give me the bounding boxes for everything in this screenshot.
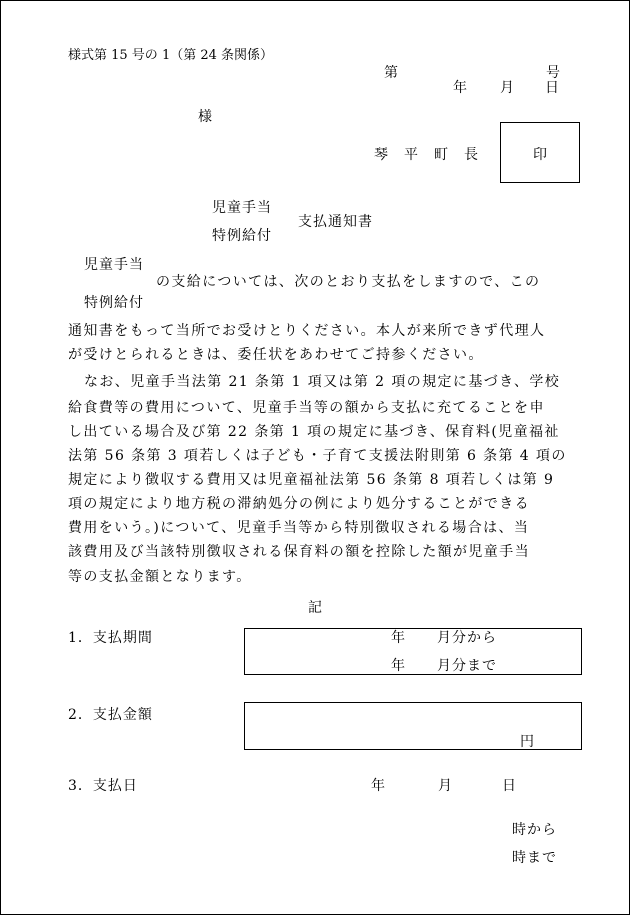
intro-line-2: 通知書をもって当所でお受けとりください。本人が来所できず代理人	[68, 323, 546, 339]
pay-month: 月	[438, 778, 452, 794]
title-option-1: 児童手当	[212, 200, 272, 216]
amount-unit: 円	[520, 734, 534, 750]
date-label: 3．支払日	[68, 778, 138, 794]
sender-mayor: 琴 平 町 長	[374, 147, 479, 163]
period-to-year: 年	[391, 658, 405, 674]
intro-line-3: が受けとられるときは、委任状をあわせてご持参ください。	[68, 347, 484, 363]
pay-day: 日	[502, 778, 516, 794]
pay-year: 年	[371, 778, 385, 794]
notice-line-3: し出ている場合及び第 22 条第 1 項の規定に基づき、保育料(児童福祉	[68, 424, 560, 440]
amount-label: 2．支払金額	[68, 707, 153, 723]
period-from-year: 年	[391, 630, 405, 646]
ki-heading: 記	[308, 600, 322, 616]
period-to: 月分まで	[437, 658, 497, 674]
number-go: 号	[546, 65, 560, 81]
intro-option-1: 児童手当	[84, 257, 144, 273]
notice-line-9: 等の支払金額となります。	[68, 569, 252, 585]
period-box	[244, 628, 582, 675]
time-from: 時から	[512, 822, 557, 838]
addressee-sama: 様	[198, 109, 212, 125]
intro-option-2: 特例給付	[84, 295, 144, 311]
form-label: 様式第 15 号の 1（第 24 条関係）	[68, 48, 274, 63]
notice-line-8: 該費用及び当該特別徴収される保育料の額を控除した額が児童手当	[68, 544, 530, 560]
notice-line-7: 費用をいう。)について、児童手当等から特別徴収される場合は、当	[68, 520, 530, 536]
date-day: 日	[545, 80, 559, 96]
date-month: 月	[500, 80, 514, 96]
period-from: 月分から	[437, 630, 497, 646]
period-label: 1．支払期間	[68, 630, 153, 646]
seal-label: 印	[533, 147, 547, 163]
notice-line-4: 法第 56 条第 3 項若しくは子ども・子育て支援法附則第 6 条第 4 項の	[68, 448, 567, 464]
date-year: 年	[453, 80, 467, 96]
intro-line-1: の支給については、次のとおり支払をしますので、この	[156, 274, 541, 290]
notice-line-5: 規定により徴収する費用又は児童福祉法第 56 条第 8 項若しくは第 9	[68, 472, 555, 488]
page-title: 支払通知書	[298, 214, 373, 230]
notice-line-1: なお、児童手当法第 21 条第 1 項又は第 2 項の規定に基づき、学校	[84, 374, 561, 390]
number-dai: 第	[384, 65, 398, 81]
title-option-2: 特例給付	[212, 228, 272, 244]
time-to: 時まで	[512, 850, 557, 866]
notice-line-6: 項の規定により地方税の滞納処分の例により処分することができる	[68, 496, 530, 512]
notice-line-2: 給食費等の費用について、児童手当等の額から支払に充てることを申	[68, 400, 545, 416]
